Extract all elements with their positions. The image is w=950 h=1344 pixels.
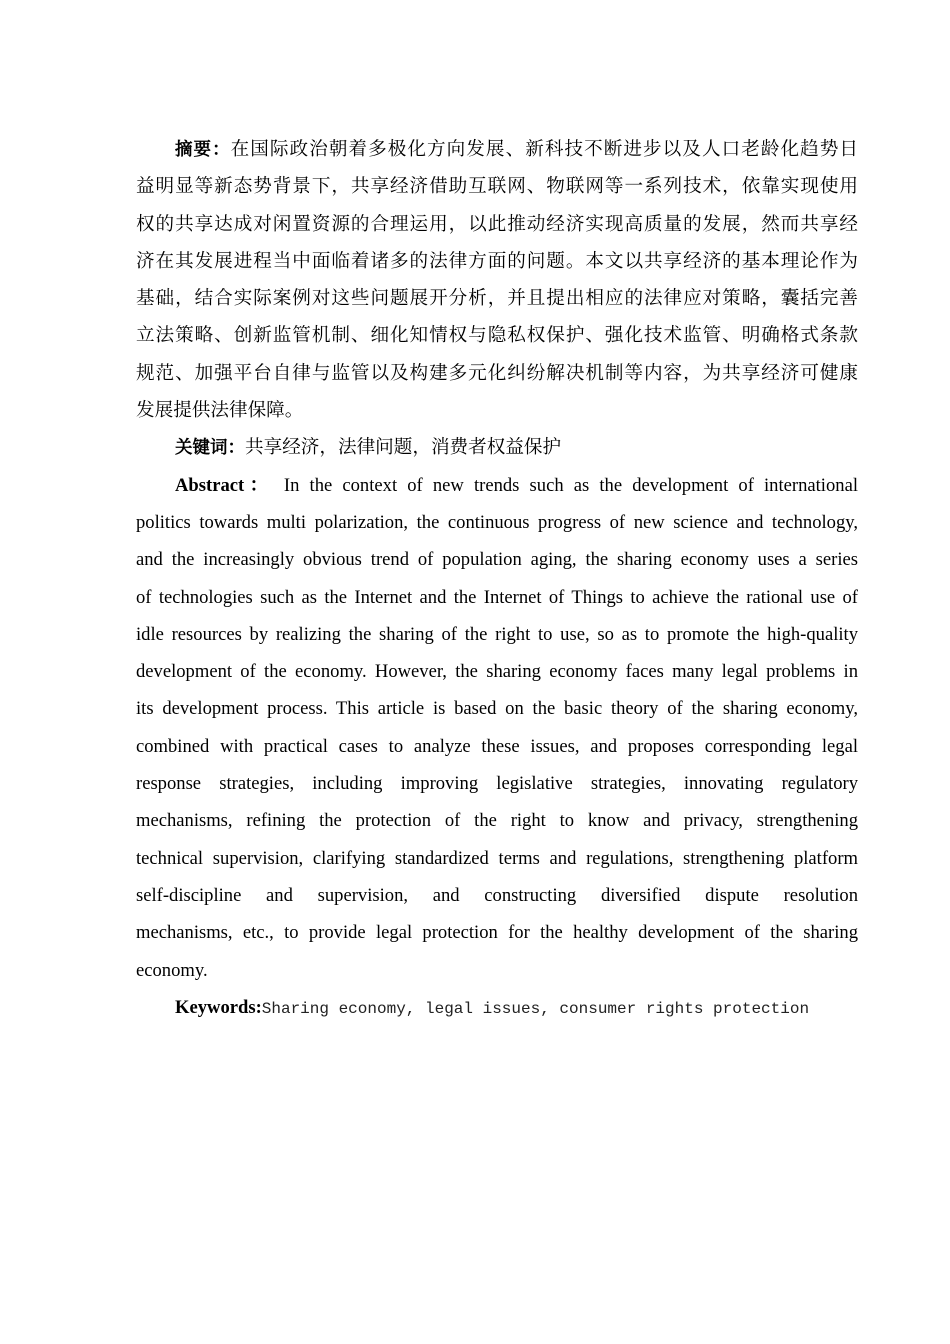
abstract-cn-line: 权的共享达成对闲置资源的合理运用，以此推动经济实现高质量的发展，然而共享经	[136, 213, 858, 235]
keywords-en-text: Sharing economy, legal issues, consumer rights protection	[261, 999, 810, 1018]
abstract-page	[136, 136, 858, 1031]
abstract-cn-line: 发展提供法律保障。	[136, 400, 304, 422]
abstract-en-line: combined with practical cases to analyze these issues, and proposes corresponding legal	[136, 735, 858, 757]
abstract-en-text: In the context of new trends such as the development of international	[283, 474, 858, 496]
keywords-cn-label: 关键词：	[175, 438, 245, 459]
abstract-cn-line	[136, 136, 858, 173]
abstract-en-line: self-discipline and supervision, and constructing diversified dispute resolution	[136, 884, 858, 906]
abstract-cn-label: 摘要：	[175, 140, 231, 160]
keywords-cn-text: 共享经济，法律问题，消费者权益保护	[245, 437, 562, 459]
abstract-en-line: its development process. This article is based on the basic theory of the sharing economy,	[136, 698, 858, 720]
keywords-en	[136, 994, 858, 1031]
abstract-en-line	[136, 472, 858, 509]
abstract-en-label: Abstract：	[175, 474, 274, 496]
abstract-en-line: technical supervision, clarifying standardized terms and regulations, strengthening platform	[136, 847, 858, 869]
abstract-en-line: of technologies such as the Internet and the Internet of Things to achieve the rational use of	[136, 586, 858, 608]
abstract-cn-text: 在国际政治朝着多极化方向发展、新科技不断进步以及人口老龄化趋势日	[230, 139, 858, 160]
abstract-en-line: response strategies, including improving legislative strategies, innovating regulatory	[136, 773, 858, 795]
abstract-en-line: mechanisms, refining the protection of the right to know and privacy, strengthening	[136, 810, 858, 832]
abstract-cn-line: 济在其发展进程当中面临着诸多的法律方面的问题。本文以共享经济的基本理论作为	[136, 250, 858, 272]
abstract-en-line: idle resources by realizing the sharing of the right to use, so as to promote the high-quality	[136, 623, 858, 645]
keywords-cn	[136, 434, 858, 471]
abstract-en-line: development of the economy. However, the sharing economy faces many legal problems in	[136, 661, 858, 683]
abstract-en-line: mechanisms, etc., to provide legal protection for the healthy development of the sharing	[136, 922, 858, 944]
abstract-en-line: and the increasingly obvious trend of population aging, the sharing economy uses a series	[136, 549, 858, 571]
keywords-en-label: Keywords:	[175, 996, 262, 1018]
abstract-en-line: economy.	[136, 959, 208, 981]
abstract-en-line: politics towards multi polarization, the continuous progress of new science and technology,	[136, 511, 858, 533]
abstract-cn-line: 基础，结合实际案例对这些问题展开分析，并且提出相应的法律应对策略，囊括完善	[136, 288, 858, 310]
abstract-cn-line: 益明显等新态势背景下，共享经济借助互联网、物联网等一系列技术，依靠实现使用	[136, 176, 858, 198]
abstract-cn-line: 立法策略、创新监管机制、细化知情权与隐私权保护、强化技术监管、明确格式条款	[136, 325, 858, 347]
abstract-cn-line: 规范、加强平台自律与监管以及构建多元化纠纷解决机制等内容，为共享经济可健康	[136, 362, 858, 384]
